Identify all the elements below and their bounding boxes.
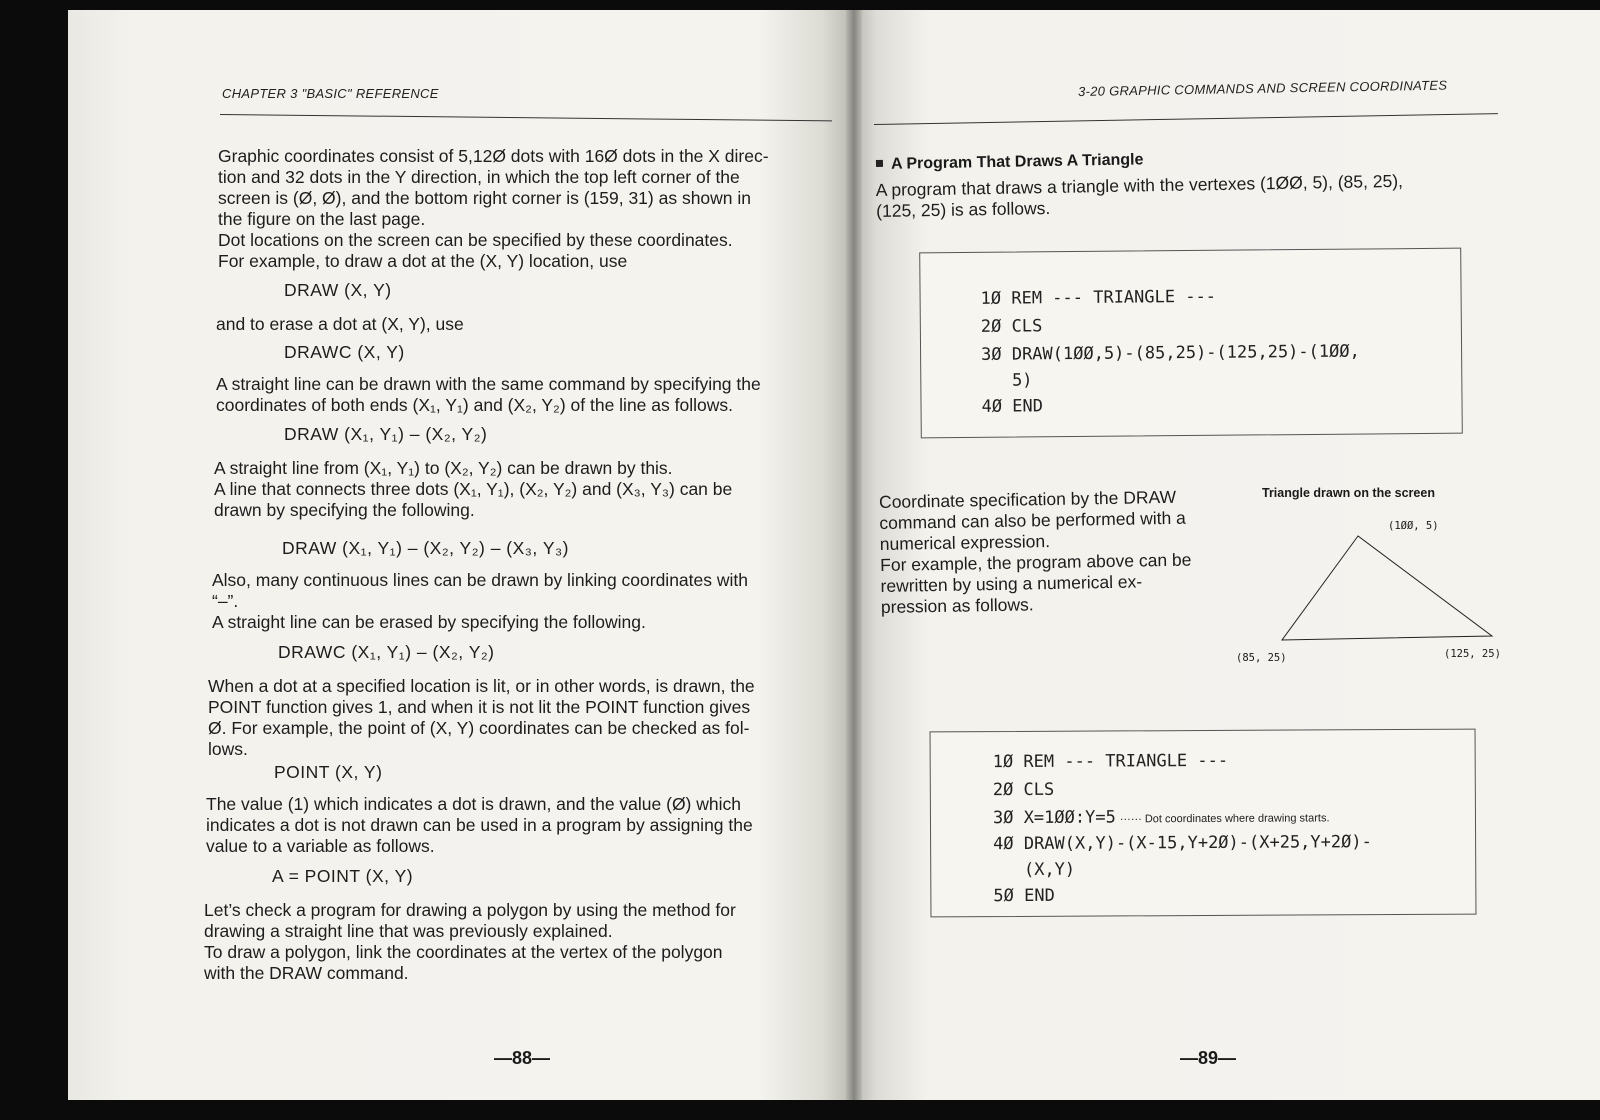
text-line: For example, the program above can be xyxy=(880,549,1192,575)
right-page-number: —89— xyxy=(1180,1048,1237,1068)
code-line: 4Ø END xyxy=(981,396,1044,417)
cmd-point: POINT (X, Y) xyxy=(274,762,383,782)
code-line: 5Ø END xyxy=(993,885,1055,907)
text-line: A straight line can be drawn with the same command by specifying the xyxy=(216,374,761,394)
text-line: drawing a straight line that was previously explained. xyxy=(204,921,613,941)
text-line: indicates a dot is not drawn can be used in a program by assigning the xyxy=(206,815,753,835)
section-title-text: A Program That Draws A Triangle xyxy=(890,151,1144,173)
triangle-shape xyxy=(1282,536,1492,640)
text-line: For example, to draw a dot at the (X, Y) location, use xyxy=(218,251,628,271)
left-running-head: CHAPTER 3 "BASIC" REFERENCE xyxy=(222,86,439,101)
text-line: To draw a polygon, link the coordinates at the vertex of the polygon xyxy=(204,942,723,962)
text-line: Coordinate specification by the DRAW xyxy=(878,486,1177,513)
text-line: screen is (Ø, Ø), and the bottom right corner is (159, 31) as shown in xyxy=(218,188,752,208)
text-line: Also, many continuous lines can be drawn by linking coordinates with xyxy=(212,570,748,590)
text-erase-line: A straight line can be erased by specifying the following. xyxy=(212,612,646,632)
code-line: 2Ø CLS xyxy=(980,316,1043,337)
text-line: A program that draws a triangle with the vertexes (1ØØ, 5), (85, 25), xyxy=(875,170,1404,201)
cmd-draw-line: DRAW (X₁, Y₁) – (X₂, Y₂) xyxy=(284,424,488,444)
paragraph-straight-line xyxy=(216,374,836,416)
text-line: Dot locations on the screen can be specified by these coordinates. xyxy=(218,230,733,250)
right-running-head: 3-20 GRAPHIC COMMANDS AND SCREEN COORDINATES xyxy=(1077,77,1448,99)
left-page-number: —88— xyxy=(494,1048,551,1068)
paragraph-numerical xyxy=(879,486,1225,618)
text-line: Ø. For example, the point of (X, Y) coordinates can be checked as fol- xyxy=(208,718,750,738)
text-line: numerical expression. xyxy=(879,531,1051,555)
text-line: pression as follows. xyxy=(880,594,1034,617)
text-line: drawn by specifying the following. xyxy=(214,500,475,520)
text-line: with the DRAW command. xyxy=(204,963,409,983)
text-line: coordinates of both ends (X₁, Y₁) and (X₂, Y₂) of the line as follows. xyxy=(216,395,733,415)
program-listing-1 xyxy=(919,248,1463,439)
cmd-draw-dot: DRAW (X, Y) xyxy=(284,280,392,300)
text-line: (125, 25) is as follows. xyxy=(876,197,1051,221)
book-gutter xyxy=(846,10,862,1100)
text-line: “–”. xyxy=(212,591,239,611)
code-line xyxy=(993,806,1330,828)
paragraph-value xyxy=(206,794,836,857)
text-line: command can also be performed with a xyxy=(879,507,1186,534)
code-text: 3Ø X=1ØØ:Y=5 xyxy=(992,807,1116,829)
cmd-drawc-line: DRAWC (X₁, Y₁) – (X₂, Y₂) xyxy=(278,642,495,662)
figure-title: Triangle drawn on the screen xyxy=(1262,486,1435,500)
text-line: the figure on the last page. xyxy=(218,209,426,229)
cmd-draw-three: DRAW (X₁, Y₁) – (X₂, Y₂) – (X₃, Y₃) xyxy=(282,538,569,558)
label-vertex-top: (1ØØ, 5) xyxy=(1388,520,1439,532)
paragraph-coordinates xyxy=(218,146,838,272)
text-line: tion and 32 dots in the Y direction, in which the top left corner of the xyxy=(218,167,740,187)
cmd-drawc-dot: DRAWC (X, Y) xyxy=(284,342,405,362)
code-line: 1Ø REM --- TRIANGLE --- xyxy=(980,286,1217,309)
code-line: 1Ø REM --- TRIANGLE --- xyxy=(992,750,1229,773)
code-line: (X,Y) xyxy=(993,859,1076,881)
code-line: 3Ø DRAW(1ØØ,5)-(85,25)-(125,25)-(1ØØ, xyxy=(981,341,1360,365)
text-line: When a dot at a specified location is lit, or in other words, is drawn, the xyxy=(208,676,755,696)
paragraph-polygon xyxy=(204,900,836,984)
text-erase-dot: and to erase a dot at (X, Y), use xyxy=(216,314,464,334)
text-line: The value (1) which indicates a dot is drawn, and the value (Ø) which xyxy=(206,794,741,814)
cmd-assign: A = POINT (X, Y) xyxy=(272,866,414,886)
program-listing-2 xyxy=(930,729,1477,918)
text-line: A line that connects three dots (X₁, Y₁), (X₂, Y₂) and (X₃, Y₃) can be xyxy=(214,479,733,499)
triangle-figure xyxy=(1270,528,1500,648)
text-line: POINT function gives 1, and when it is not lit the POINT function gives xyxy=(208,697,751,717)
code-line: 4Ø DRAW(X,Y)-(X-15,Y+2Ø)-(X+25,Y+2Ø)- xyxy=(993,832,1372,855)
paragraph-three-dots xyxy=(214,458,836,521)
paragraph-continuous xyxy=(212,570,836,612)
code-line: 5) xyxy=(981,370,1033,391)
text-line: rewritten by using a numerical ex- xyxy=(880,571,1143,596)
code-line: 2Ø CLS xyxy=(992,779,1055,801)
label-vertex-left: (85, 25) xyxy=(1236,652,1287,664)
text-line: lows. xyxy=(208,739,248,759)
paragraph-point xyxy=(208,676,836,760)
label-vertex-right: (125, 25) xyxy=(1444,648,1501,660)
text-line: value to a variable as follows. xyxy=(206,836,435,856)
text-line: Graphic coordinates consist of 5,12Ø dots with 16Ø dots in the X direc- xyxy=(218,146,769,166)
code-annotation: ······ Dot coordinates where drawing starts. xyxy=(1119,812,1330,826)
bullet-icon xyxy=(876,160,883,167)
text-line: A straight line from (X₁, Y₁) to (X₂, Y₂) can be drawn by this. xyxy=(214,458,673,478)
text-line: Let’s check a program for drawing a polygon by using the method for xyxy=(204,900,736,920)
